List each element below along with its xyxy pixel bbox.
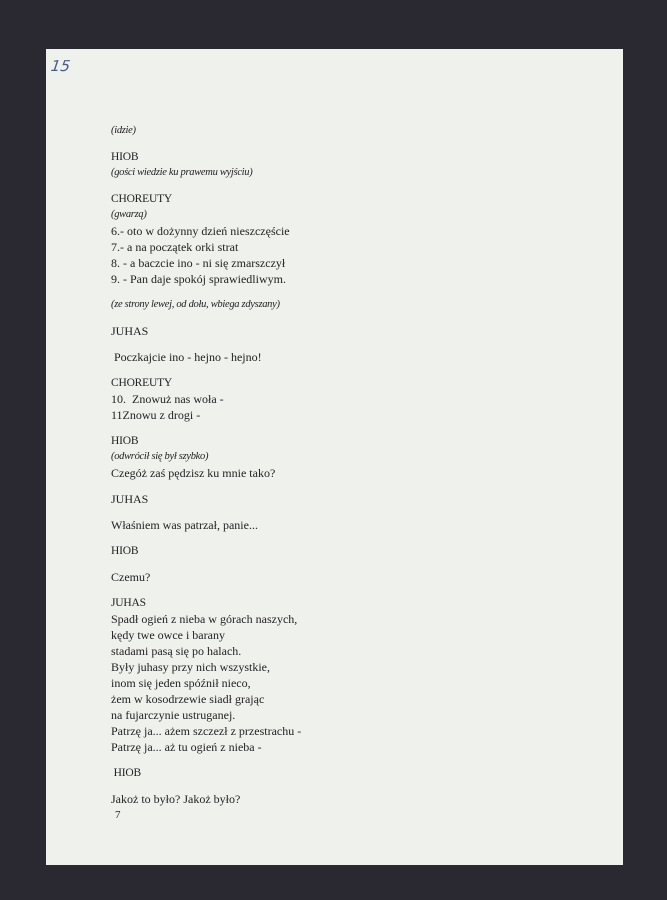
speaker-name: HIOB: [111, 435, 139, 447]
text-line: na fujarczynie ustruganej.: [111, 708, 236, 722]
text-line: 8. - a baczcie ino - ni się zmarszczył: [111, 256, 286, 270]
line-gap: [111, 313, 591, 323]
handwritten-page-annotation: 15: [49, 57, 72, 75]
text-line: 6.- oto w dożynny dzień nieszczęście: [111, 224, 290, 238]
stage-direction: (odwrócił się był szybko): [111, 451, 209, 462]
line-gap: [111, 559, 591, 569]
line-gap: [111, 755, 591, 765]
document-page: [46, 49, 623, 865]
line-gap: [111, 585, 591, 595]
text-line: Spadł ogień z nieba w górach naszych,: [111, 612, 298, 626]
text-line: JUHAS: [111, 324, 149, 338]
text-line: Czegóż zaś pędzisz ku mnie tako?: [111, 466, 276, 480]
text-line: kędy twe owce i barany: [111, 628, 225, 642]
text-line: Jakoż to było? Jakoż było?: [111, 792, 241, 806]
speaker-name: CHOREUTY: [111, 193, 173, 205]
text-line: 11Znowu z drogi -: [111, 408, 201, 422]
text-line: 10. Znowuż nas woła -: [111, 392, 224, 406]
text-line: 9. - Pan daje spokój sprawiedliwym.: [111, 272, 286, 286]
page-number: 7: [115, 809, 121, 821]
text-line: Poczkajcie ino - hejno - hejno!: [111, 350, 262, 364]
text-line: Patrzę ja... ażem szczezł z przestrachu -: [111, 724, 302, 738]
speaker-name: HIOB: [111, 545, 139, 557]
stage-direction: (gości wiedzie ku prawemu wyjściu): [111, 167, 253, 178]
text-line: JUHAS: [111, 492, 149, 506]
line-gap: [111, 423, 591, 433]
script-text: [111, 123, 591, 807]
line-gap: [111, 507, 591, 517]
line-gap: [111, 781, 591, 791]
line-gap: [111, 481, 591, 491]
text-line: Patrzę ja... aż tu ogień z nieba -: [111, 740, 262, 754]
speaker-name: CHOREUTY: [111, 377, 173, 389]
stage-direction: (ze strony lewej, od dołu, wbiega zdyszany): [111, 299, 280, 310]
line-gap: [111, 181, 591, 191]
text-line: żem w kosodrzewie siadł grając: [111, 692, 265, 706]
stage-direction: (gwarzą): [111, 209, 147, 220]
stage-direction: (idzie): [111, 125, 136, 136]
line-gap: [111, 533, 591, 543]
text-line: Właśniem was patrzał, panie...: [111, 518, 258, 532]
text-line: Były juhasy przy nich wszystkie,: [111, 660, 270, 674]
line-gap: [111, 339, 591, 349]
line-gap: [111, 139, 591, 149]
text-line: 7.- a na początek orki strat: [111, 240, 239, 254]
speaker-name: HIOB: [111, 767, 141, 779]
speaker-name: JUHAS: [111, 597, 146, 609]
line-gap: [111, 365, 591, 375]
text-line: inom się jeden spóźnił nieco,: [111, 676, 251, 690]
line-gap: [111, 287, 591, 297]
speaker-name: HIOB: [111, 151, 139, 163]
text-line: stadami pasą się po halach.: [111, 644, 242, 658]
text-line: Czemu?: [111, 570, 151, 584]
